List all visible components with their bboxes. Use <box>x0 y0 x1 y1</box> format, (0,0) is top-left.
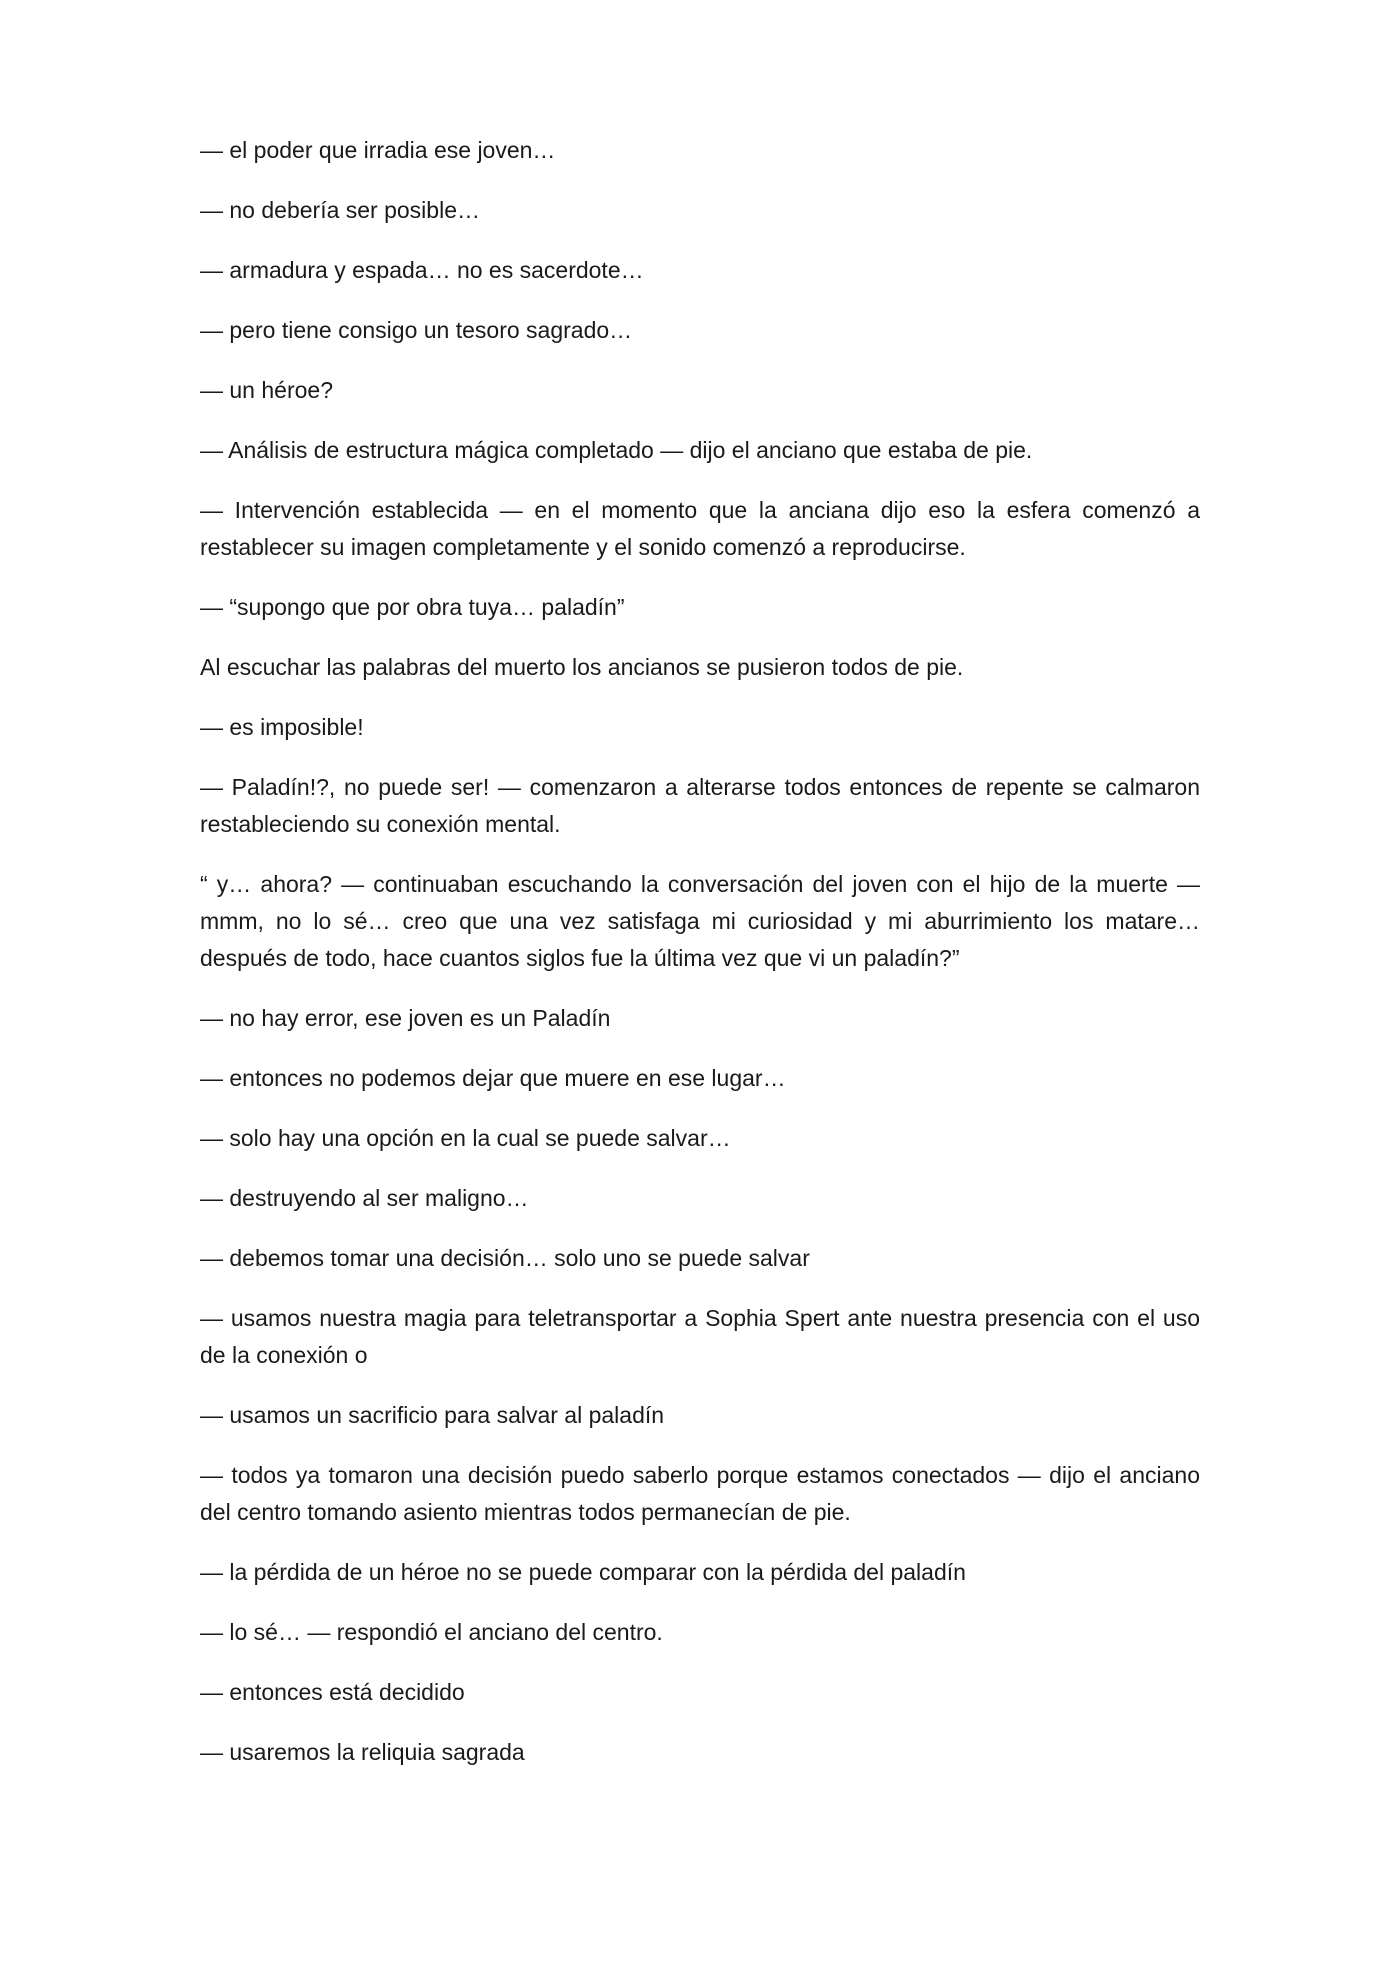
paragraph: — entonces está decidido <box>200 1679 465 1705</box>
paragraph: — armadura y espada… no es sacerdote… <box>200 257 644 283</box>
paragraph: — Intervención establecida — en el momento que la anciana dijo eso la esfera comenzó a restablecer su imagen completamente y el sonido comenzó a reproducirse. <box>200 497 1200 560</box>
paragraph: — entonces no podemos dejar que muere en ese lugar… <box>200 1065 786 1091</box>
paragraph: — es imposible! <box>200 714 364 740</box>
paragraph: — lo sé… — respondió el anciano del centro. <box>200 1619 663 1645</box>
paragraph: — Paladín!?, no puede ser! — comenzaron a alterarse todos entonces de repente se calmaron restableciendo su conexión mental. <box>200 774 1200 837</box>
paragraph: — usamos nuestra magia para teletransportar a Sophia Spert ante nuestra presencia con el uso de la conexión o <box>200 1305 1200 1368</box>
paragraph: — no debería ser posible… <box>200 197 480 223</box>
paragraph: Al escuchar las palabras del muerto los ancianos se pusieron todos de pie. <box>200 654 964 680</box>
paragraph: — Análisis de estructura mágica completado — dijo el anciano que estaba de pie. <box>200 437 1033 463</box>
paragraph: — “supongo que por obra tuya… paladín” <box>200 594 625 620</box>
paragraph: — solo hay una opción en la cual se puede salvar… <box>200 1125 731 1151</box>
paragraph: — usamos un sacrificio para salvar al paladín <box>200 1402 665 1428</box>
paragraph: — un héroe? <box>200 377 333 403</box>
paragraph: “ y… ahora? — continuaban escuchando la conversación del joven con el hijo de la muerte — mmm, no lo sé… creo que una vez satisfaga mi curiosidad y mi aburrimiento los matare… después de todo, hace cuantos siglos fue la última vez que vi un paladín?” <box>200 871 1200 971</box>
paragraph: — debemos tomar una decisión… solo uno se puede salvar <box>200 1245 810 1271</box>
paragraph: — la pérdida de un héroe no se puede comparar con la pérdida del paladín <box>200 1559 966 1585</box>
paragraph: — el poder que irradia ese joven… <box>200 137 556 163</box>
paragraph: — todos ya tomaron una decisión puedo saberlo porque estamos conectados — dijo el anciano del centro tomando asiento mientras todos permanecían de pie. <box>200 1462 1200 1525</box>
paragraph: — usaremos la reliquia sagrada <box>200 1739 525 1765</box>
document-body <box>200 132 1200 1794</box>
paragraph: — no hay error, ese joven es un Paladín <box>200 1005 611 1031</box>
paragraph: — destruyendo al ser maligno… <box>200 1185 529 1211</box>
paragraph: — pero tiene consigo un tesoro sagrado… <box>200 317 633 343</box>
